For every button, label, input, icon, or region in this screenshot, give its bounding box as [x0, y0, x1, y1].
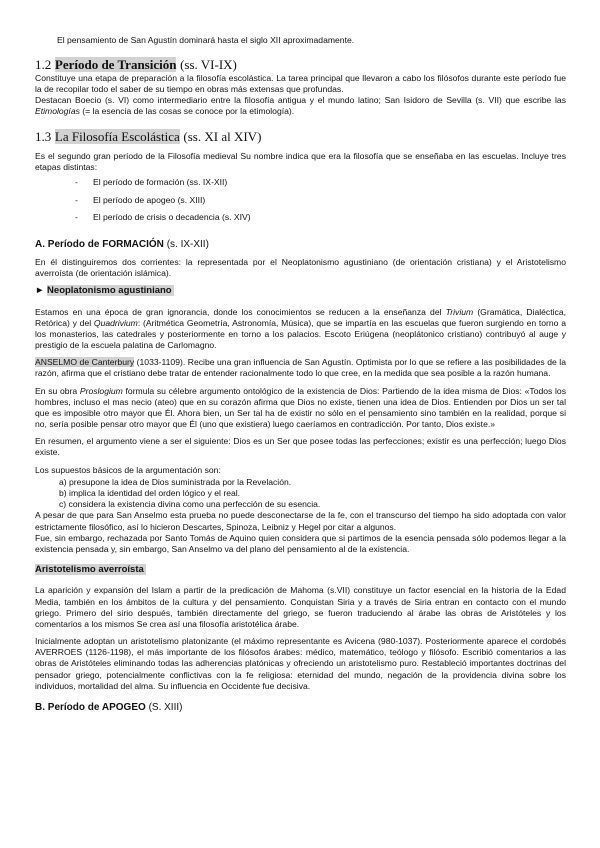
paragraph: En resumen, el argumento viene a ser el siguiente: Dios es un Ser que posee todas las perfecciones; existir es una perfección; luego Dios existe. [35, 436, 566, 458]
subsection-heading-b: B. Período de APOGEO (S. XIII) [35, 701, 183, 713]
neoplatonism-heading: ► Neoplatonismo agustiniano [35, 285, 172, 297]
paragraph: Estamos en una época de gran ignorancia, donde los conocimientos se reducen a la enseñanza del Trivium (Gramática, Dialéctica, Retórica) y del Quadrivium: (Aritmética Geometría, Astronomía, Música), que se impartía en las escuelas que fueron surgiendo en torno a los monasterios, las catedrales y posteriormente en torno a los palacios. Escoto Eriúgena (neoplátonico cristiano) contribuyó al auge y prestigio de la escuela palatina de Carlomagno. [35, 306, 567, 351]
list-item: - El período de formación (ss. IX-XII) [75, 177, 228, 188]
arrow-icon: ► [35, 285, 45, 297]
paragraph: Es el segundo gran período de la Filosofía medieval Su nombre indica que era la filosofía que se enseñaba en las escuelas. Incluye tres etapas distintas: [35, 151, 566, 173]
paragraph: La aparición y expansión del Islam a partir de la predicación de Mahoma (s.VII) constituye un factor esencial en la historia de la Edad Media, también en los ámbitos de la cultura y del pensamiento. Conquistan Siria y a través de Siria entran en contacto con el mundo griego. Primero del sirio después, también directamente del griego, se fueron traduciendo al árabe las obras de Aristóteles y los comentarios a los mismos Se crea así una filosofía aristotélica árabe. [35, 585, 566, 629]
paragraph: Los supuestos básicos de la argumentación son: [35, 464, 221, 475]
list-item: b) implica la identidad del orden lógico y el real. [59, 488, 241, 498]
section-title: La Filosofía Escolástica [54, 129, 180, 145]
paragraph: Fue, sin embargo, rechazada por Santo Tomás de Aquino quien considera que si partimos de la esencia pensada sólo podemos llegar a la existencia pensada y, sin embargo, San Anselmo va del plano del pensamiento al de la existencia. [35, 532, 566, 554]
section-period: (ss. VI-IX) [180, 57, 237, 73]
section-title: Período de Transición [54, 57, 177, 73]
anselmo-name: ANSELMO de Canterbury [35, 357, 135, 368]
paragraph: Destacan Boecio (s. VI) como intermediario entre la filosofía antigua y el mundo latino; San Isidoro de Sevilla (s. VII) que escribe las Etimologías (= la esencia de las cosas se conoce por la etimología). [35, 95, 566, 117]
italic-title: Etimologías [35, 106, 80, 117]
list-item: c) considera la existencia divina como una perfección de su esencia. [59, 499, 321, 510]
paragraph: Constituye una etapa de preparación a la filosofía escolástica. La tarea principal que llevaron a cabo los filósofos durante este período fue la de recopilar todo el saber de su tiempo en obras más extensas que profundas. [35, 72, 566, 94]
list-item: a) presupone la idea de Dios suministrada por la Revelación. [59, 476, 292, 487]
stages-list [35, 177, 566, 223]
paragraph: Inicialmente adoptan un aristotelismo platonizante (el máximo representante es Avicena (980-1037). Posteriormente aparece el cordobés AVERROES (1126-1198), el más importante de los filósofos árabes: médico, matemático, teólogo y filósofo. Escribió comentarios a las obras de Aristóteles eliminando todas las adherencias platónicas y ofreciendo un aristotelismo puro. Restableció importantes doctrinas del pensador griego, potencialmente conflictivas con la fe religiosa: eternidad del mundo, negación de la providencia divina sobre los individuos, mortalidad del alma. Su influencia en Occidente fue decisiva. [35, 636, 566, 691]
section-number: 1.3 [35, 129, 52, 145]
assumptions-list [35, 477, 566, 511]
list-item: - El período de crisis o decadencia (s. XIV) [75, 211, 251, 222]
paragraph: En él distinguiremos dos corrientes: la representada por el Neoplatonismo agustiniano (de orientación cristiana) y el Aristotelismo averroísta (de orientación islámica). [35, 256, 566, 279]
section-period: (ss. XI al XIV) [183, 129, 262, 145]
list-item: - El período de apogeo (s. XIII) [75, 194, 206, 205]
averroism-heading: Aristotelismo averroísta [35, 564, 144, 576]
paragraph: ANSELMO de Canterbury (1033-1109). Recibe una gran influencia de San Agustín. Optimista por lo que se refiere a las posibilidades de la razón, afirma que el cristiano debe tratar de entender racionalmente todo lo que cree, en la medida que sea posible a la razón humana. [35, 357, 566, 379]
paragraph: A pesar de que para San Anselmo esta prueba no puede desconectarse de la fe, con el transcurso del tiempo ha sido adoptada con valor estrictamente filosófico, así lo hicieron Descartes, Spinoza, Leibniz y Hegel por citar a algunos. [35, 510, 566, 532]
intro-line: El pensamiento de San Agustín dominará hasta el siglo XII aproximadamente. [57, 35, 355, 45]
paragraph: En su obra Proslogium formula su célebre argumento ontológico de la existencia de Dios: Partiendo de la idea misma de Dios: «Todos los hombres, incluso el mas necio (ateo) que en su corazón afirma que Dios no existe, tienen una idea de Dios. Entienden por Dios un ser tal que es imposible otro mayor que Él. Ahora bien, un Ser tal ha de existir no sólo en el pensamiento sino también en la realidad, porque si no, sería posible pensar otro mayor que Él (uno que existiera) luego caeríamos en contradicción. Por tanto, Dios existe.» [35, 385, 566, 430]
subsection-heading-a: A. Período de FORMACIÓN (s. IX-XII) [35, 238, 209, 250]
section-heading-1-2 [35, 57, 566, 73]
section-number: 1.2 [35, 57, 52, 73]
section-heading-1-3 [35, 129, 566, 145]
page-content [35, 35, 566, 714]
